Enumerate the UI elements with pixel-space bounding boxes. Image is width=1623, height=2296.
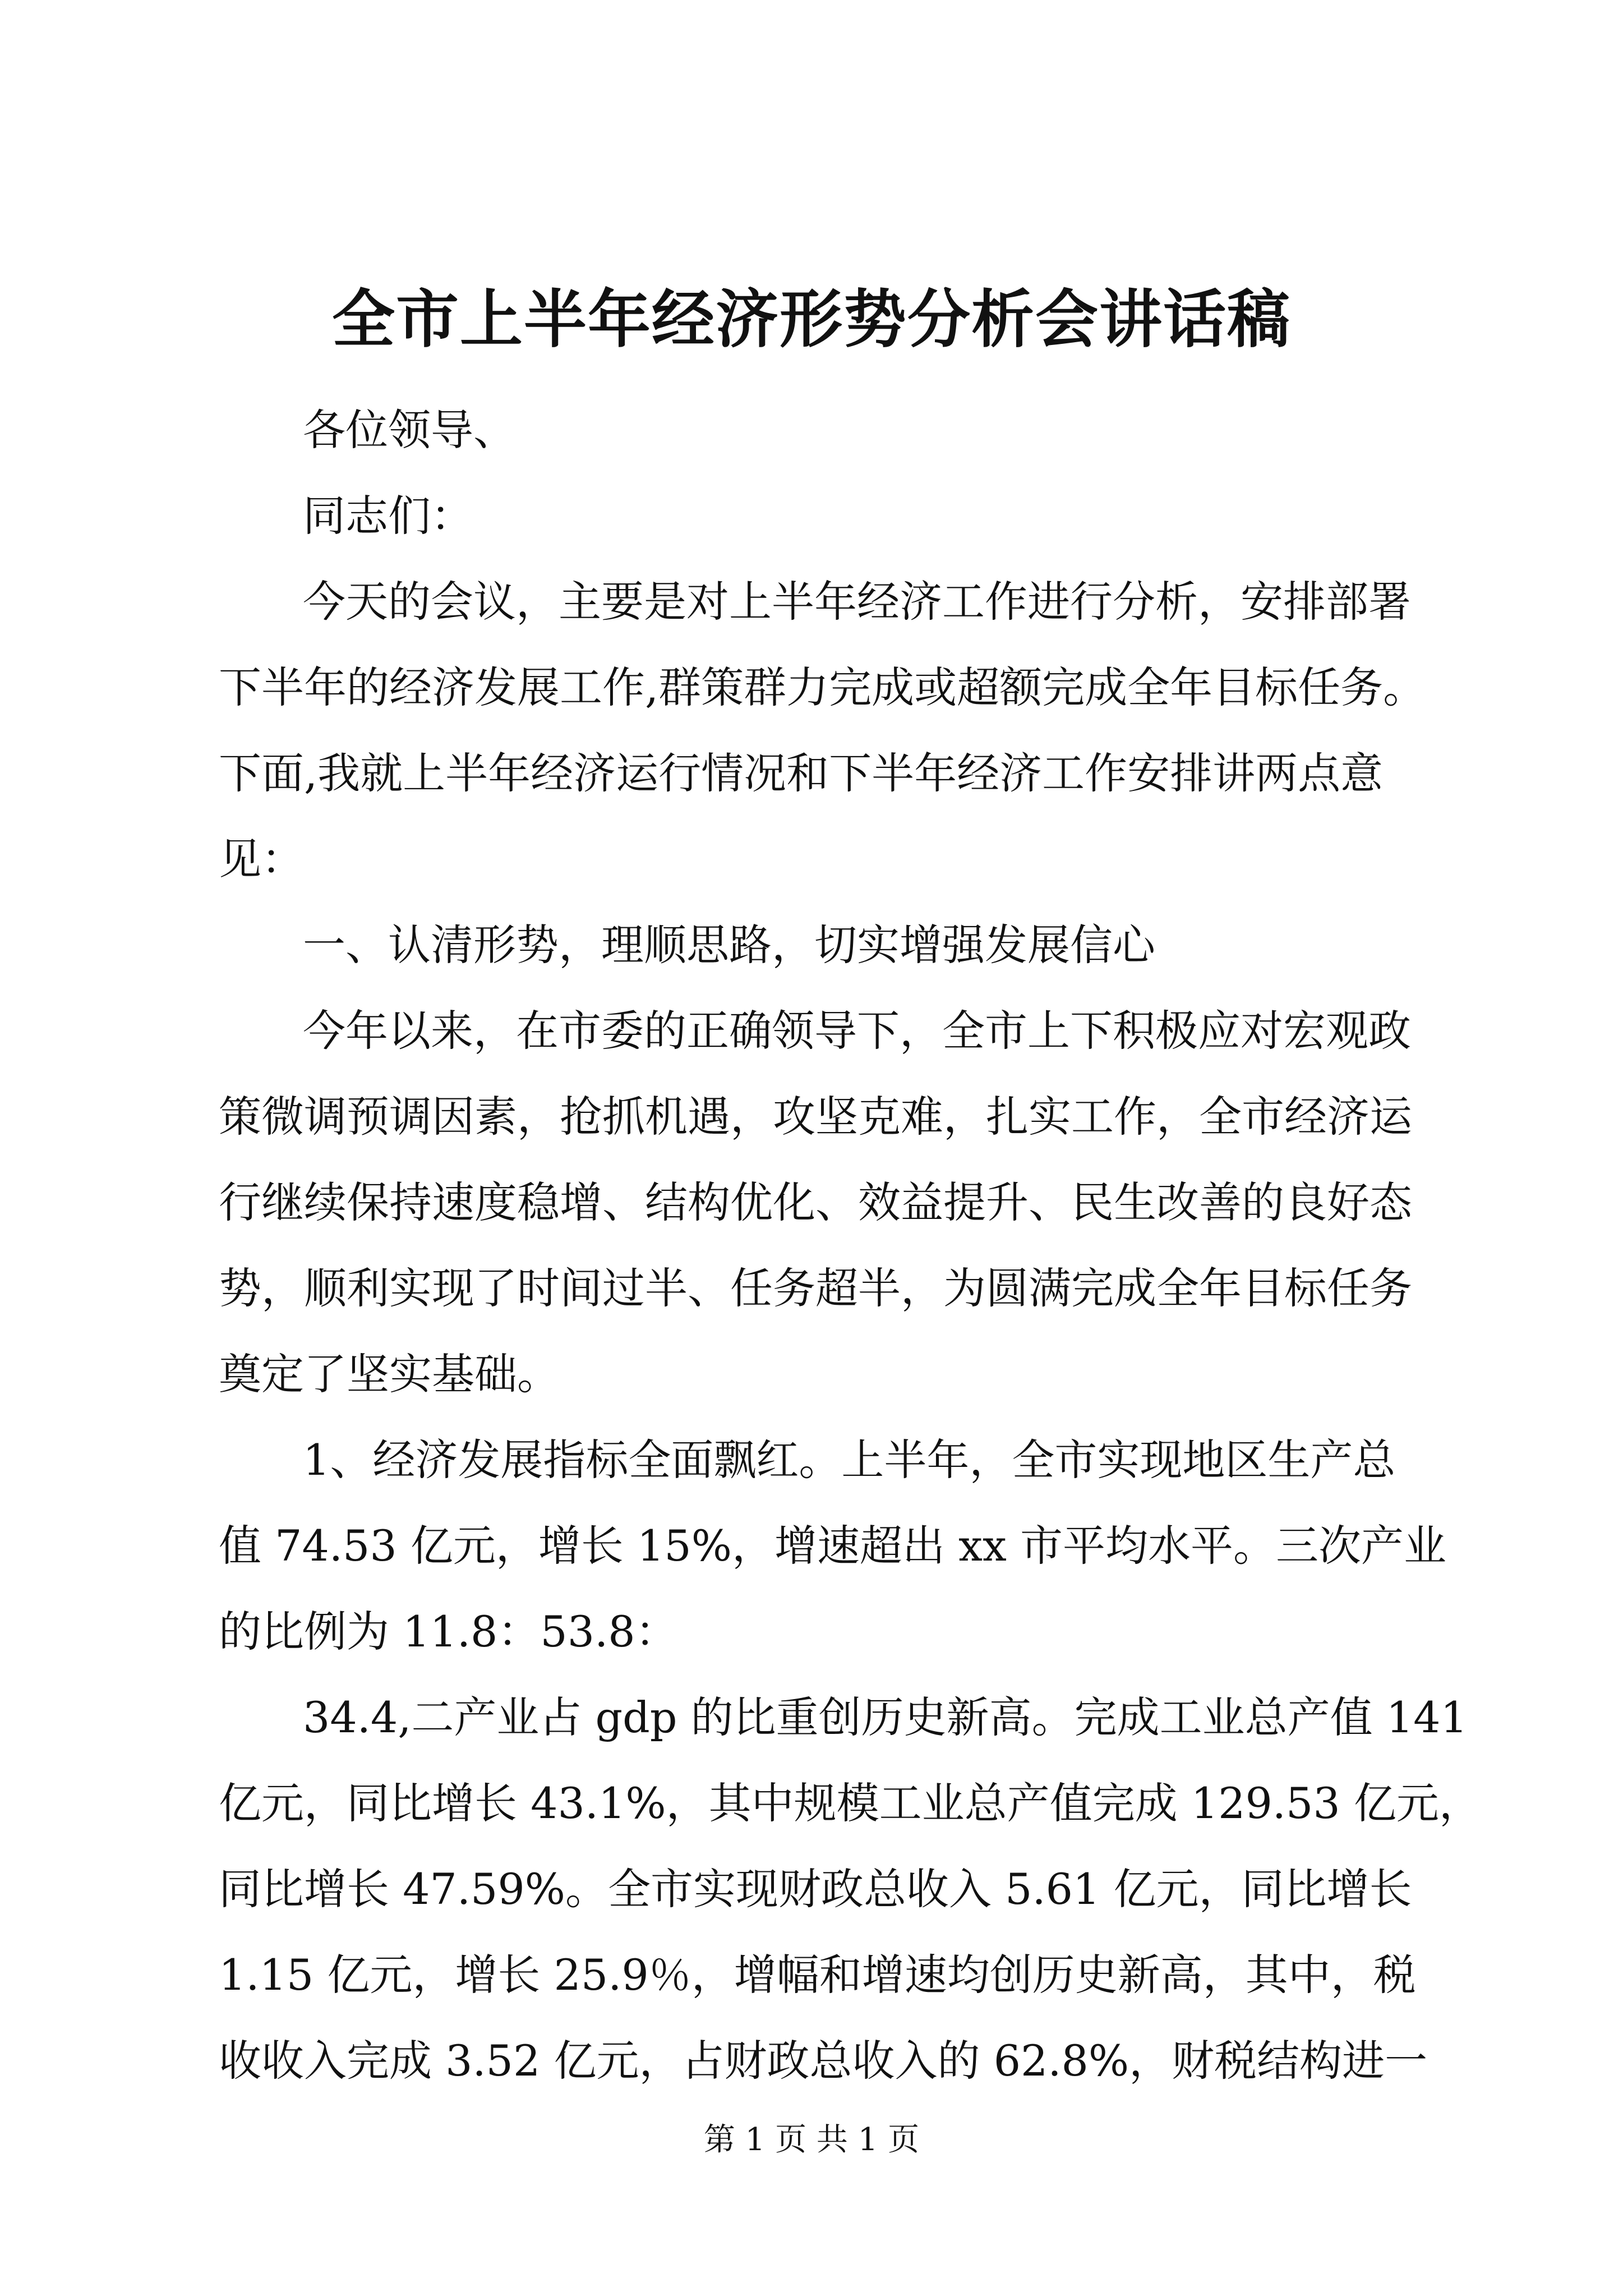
paragraph-line: 下半年的经济发展工作,群策群力完成或超额完成全年目标任务。 (219, 662, 1426, 712)
section-heading: 一、认清形势，理顺思路，切实增强发展信心 (303, 920, 1155, 970)
paragraph-line: 34.4,二产业占 gdp 的比重创历史新高。完成工业总产值 141 (303, 1692, 1468, 1742)
document-body (219, 387, 1482, 2104)
salutation-line-2: 同志们： (303, 491, 473, 541)
paragraph-line: 值 74.53 亿元，增长 15%，增速超出 xx 市平均水平。三次产业 (219, 1521, 1447, 1571)
paragraph-line: 奠定了坚实基础。 (219, 1349, 560, 1399)
paragraph-line: 策微调预调因素，抢抓机遇，攻坚克难，扎实工作，全市经济运 (219, 1092, 1412, 1142)
paragraph-line: 亿元，同比增长 43.1%，其中规模工业总产值完成 129.53 亿元， (219, 1778, 1482, 1828)
paragraph-line: 行继续保持速度稳增、结构优化、效益提升、民生改善的良好态 (219, 1177, 1412, 1227)
paragraph-line: 势，顺利实现了时间过半、任务超半，为圆满完成全年目标任务 (219, 1263, 1412, 1313)
paragraph-line: 的比例为 11.8：53.8： (219, 1607, 678, 1657)
paragraph-line: 1、经济发展指标全面飘红。上半年，全市实现地区生产总 (303, 1435, 1396, 1485)
salutation-line-1: 各位领导、 (303, 405, 516, 455)
paragraph-line: 收收入完成 3.52 亿元，占财政总收入的 62.8%，财税结构进一 (219, 2036, 1428, 2086)
document-title: 全市上半年经济形势分析会讲话稿 (332, 283, 1291, 356)
paragraph-line: 同比增长 47.59%。全市实现财政总收入 5.61 亿元，同比增长 (219, 1864, 1412, 1914)
paragraph-line: 今年以来，在市委的正确领导下，全市上下积极应对宏观政 (303, 1006, 1411, 1056)
paragraph-line: 今天的会议，主要是对上半年经济工作进行分析，安排部署 (303, 577, 1411, 627)
paragraph-line: 见： (219, 834, 304, 884)
paragraph-line: 1.15 亿元，增长 25.9％，增幅和增速均创历史新高，其中，税 (219, 1950, 1416, 2000)
paragraph-line: 下面,我就上半年经济运行情况和下半年经济工作安排讲两点意 (219, 748, 1384, 798)
page-footer: 第 1 页 共 1 页 (703, 2122, 920, 2158)
